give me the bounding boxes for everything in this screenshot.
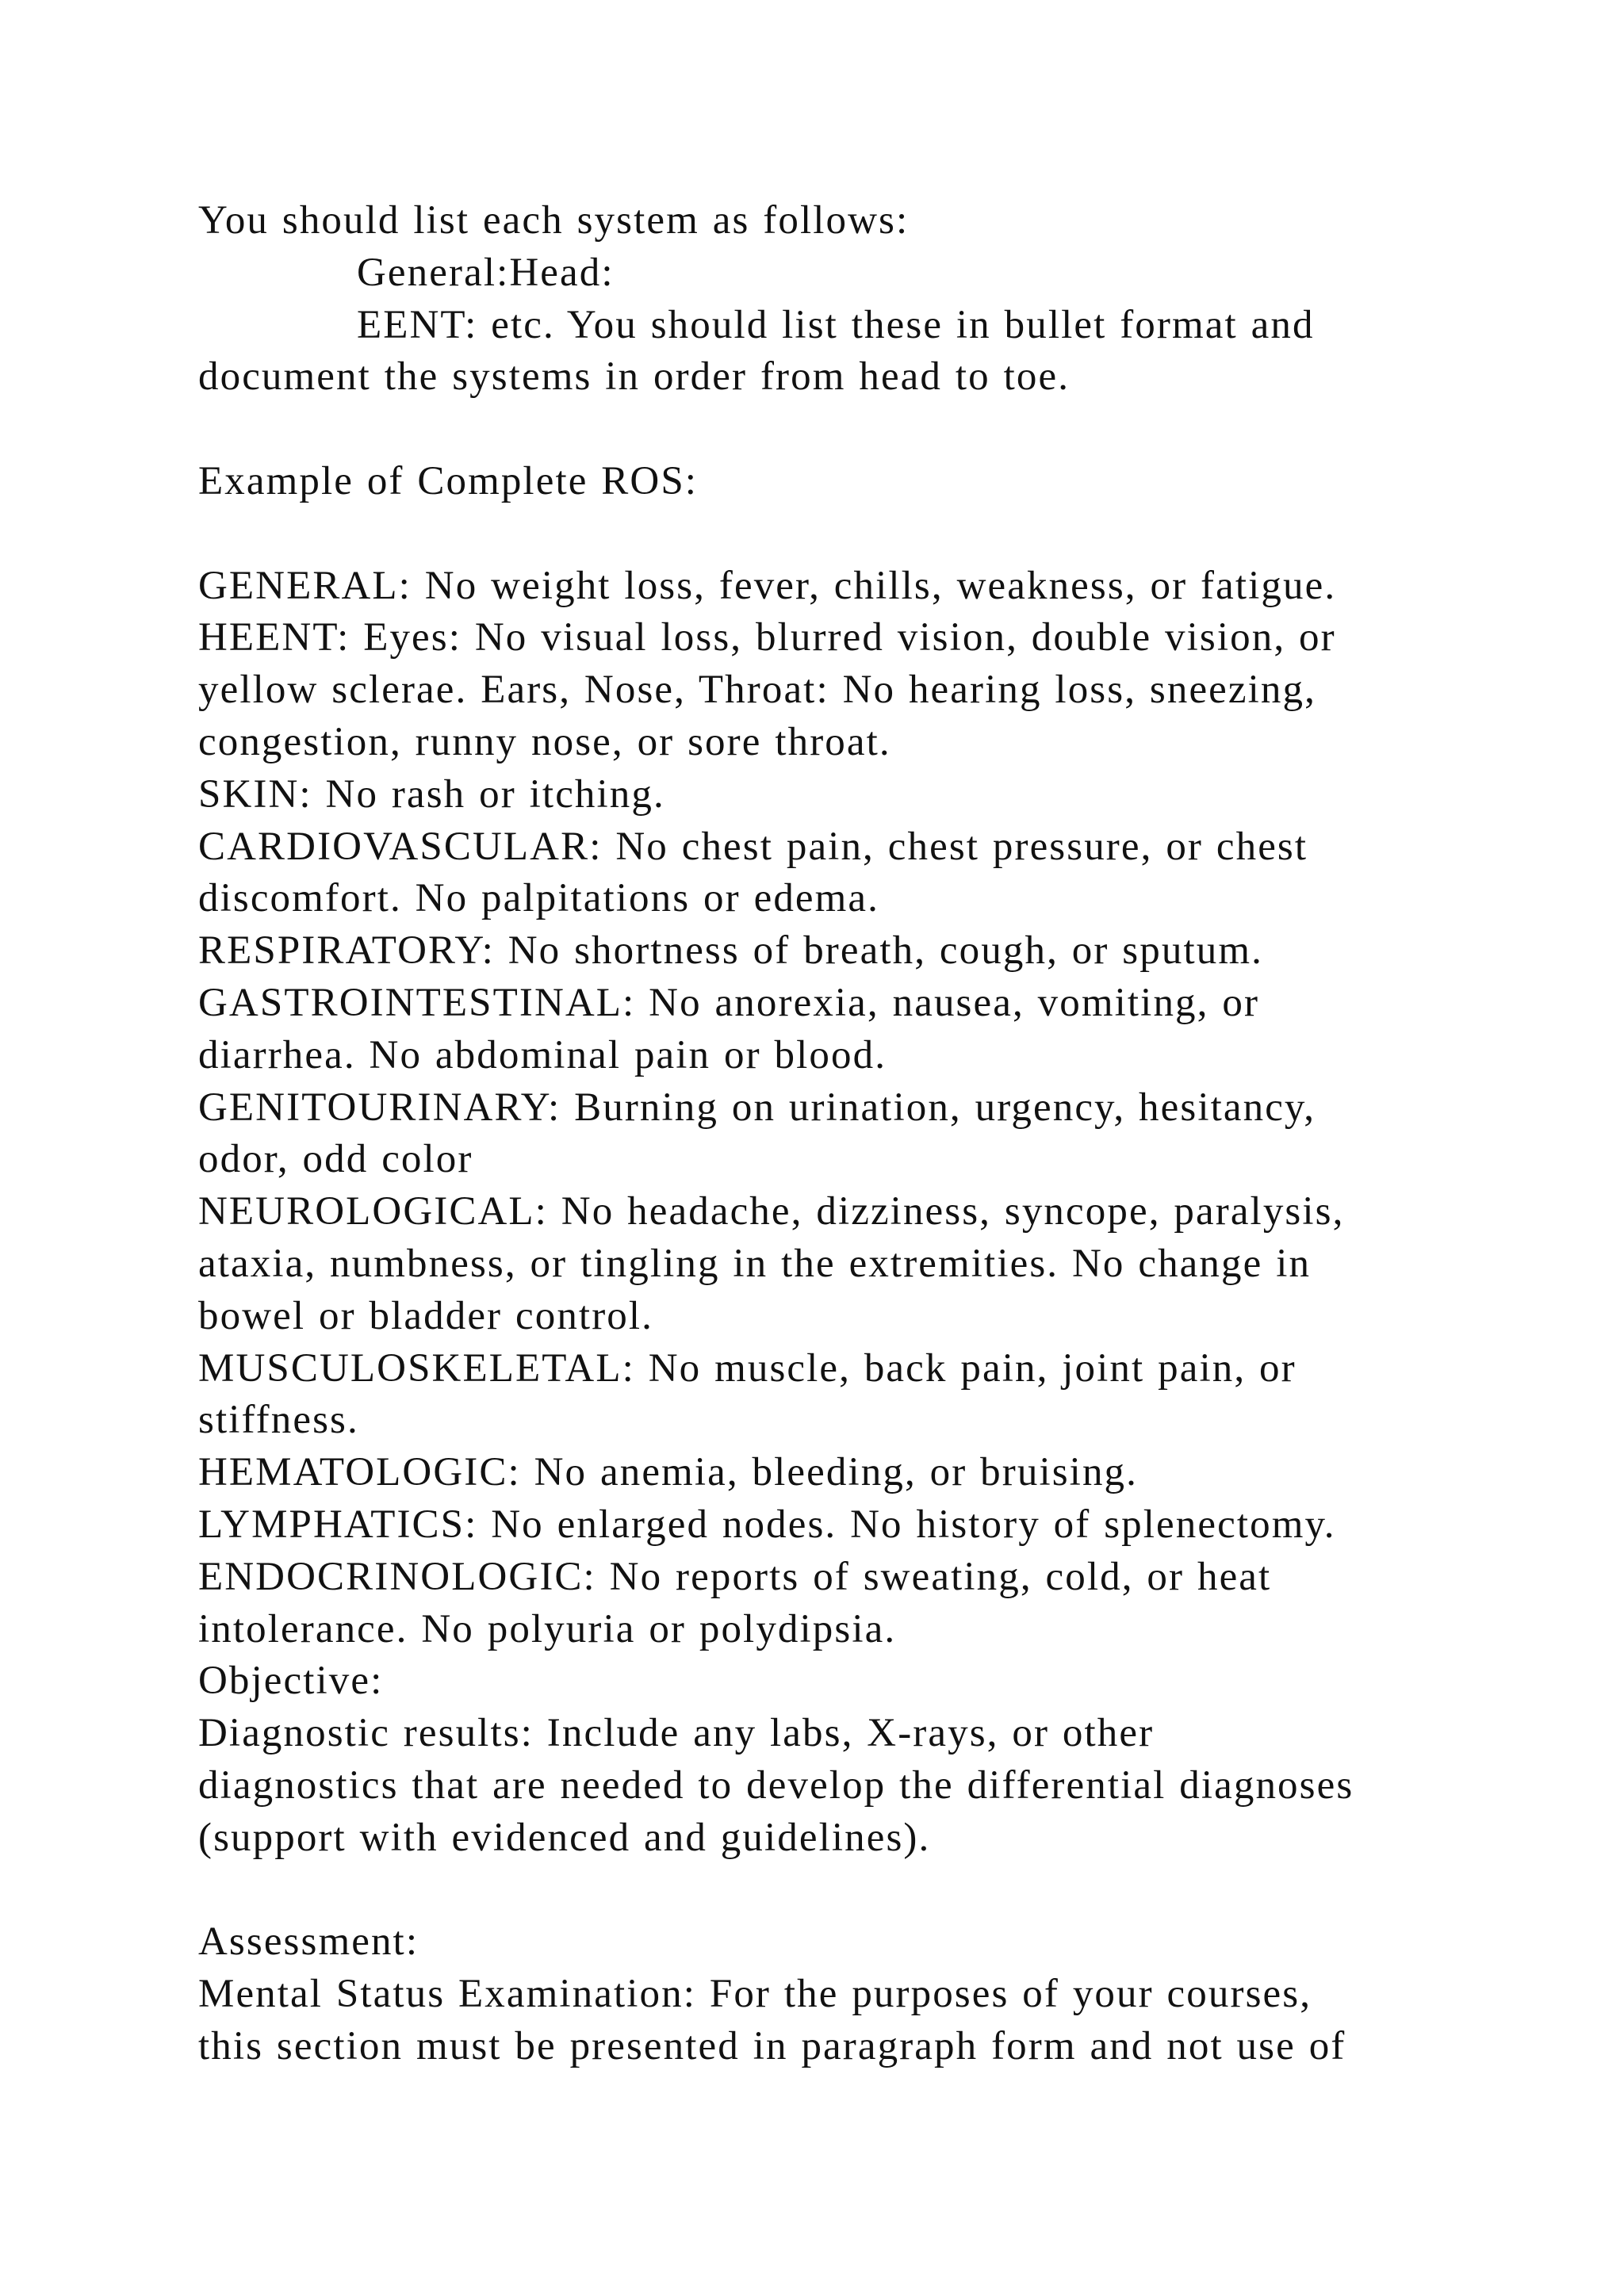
- text-line: HEMATOLOGIC: No anemia, bleeding, or bruising.: [198, 1450, 1138, 1495]
- text-line: Example of Complete ROS:: [198, 458, 699, 503]
- blank-line: [198, 404, 1515, 456]
- text-line: GASTROINTESTINAL: No anorexia, nausea, vomiting, or: [198, 980, 1260, 1025]
- text-line: this section must be presented in paragraph form and not use of: [198, 2023, 1346, 2068]
- text-line: NEUROLOGICAL: No headache, dizziness, syncope, paralysis,: [198, 1189, 1345, 1234]
- text-line: HEENT: Eyes: No visual loss, blurred vision, double vision, or: [198, 615, 1336, 660]
- text-line: GENITOURINARY: Burning on urination, urgency, hesitancy,: [198, 1085, 1316, 1130]
- text-line: bowel or bladder control.: [198, 1293, 654, 1338]
- text-line: congestion, runny nose, or sore throat.: [198, 719, 891, 764]
- blank-line: [198, 508, 1515, 561]
- text-line: yellow sclerae. Ears, Nose, Throat: No hearing loss, sneezing,: [198, 668, 1316, 713]
- text-line: Diagnostic results: Include any labs, X-rays, or other: [198, 1711, 1155, 1756]
- text-line: ENDOCRINOLOGIC: No reports of sweating, cold, or heat: [198, 1554, 1272, 1599]
- text-line: ataxia, numbness, or tingling in the extremities. No change in: [198, 1241, 1312, 1286]
- text-line: odor, odd color: [198, 1137, 473, 1182]
- text-line: stiffness.: [198, 1398, 359, 1443]
- text-line: SKIN: No rash or itching.: [198, 771, 665, 817]
- document-text: [198, 195, 1515, 2073]
- blank-line: [198, 1865, 1515, 1917]
- text-line: You should list each system as follows:: [198, 198, 910, 243]
- text-line: (support with evidenced and guidelines).: [198, 1815, 931, 1860]
- text-line: LYMPHATICS: No enlarged nodes. No history of splenectomy.: [198, 1502, 1336, 1547]
- text-line: Assessment:: [198, 1919, 419, 1965]
- text-line: Mental Status Examination: For the purposes of your courses,: [198, 1972, 1312, 2017]
- text-line: document the systems in order from head to toe.: [198, 354, 1071, 400]
- text-line: Objective:: [198, 1659, 384, 1704]
- text-line: EENT: etc. You should list these in bullet format and: [357, 302, 1315, 347]
- text-line: diarrhea. No abdominal pain or blood.: [198, 1032, 887, 1077]
- text-line: diagnostics that are needed to develop the differential diagnoses: [198, 1762, 1354, 1808]
- text-line: GENERAL: No weight loss, fever, chills, weakness, or fatigue.: [198, 563, 1337, 608]
- text-line: intolerance. No polyuria or polydipsia.: [198, 1606, 897, 1651]
- text-line: CARDIOVASCULAR: No chest pain, chest pressure, or chest: [198, 824, 1308, 869]
- text-line: RESPIRATORY: No shortness of breath, cough, or sputum.: [198, 928, 1263, 974]
- text-line: General:Head:: [357, 250, 615, 295]
- text-line: MUSCULOSKELETAL: No muscle, back pain, joint pain, or: [198, 1345, 1297, 1391]
- text-line: discomfort. No palpitations or edema.: [198, 876, 880, 921]
